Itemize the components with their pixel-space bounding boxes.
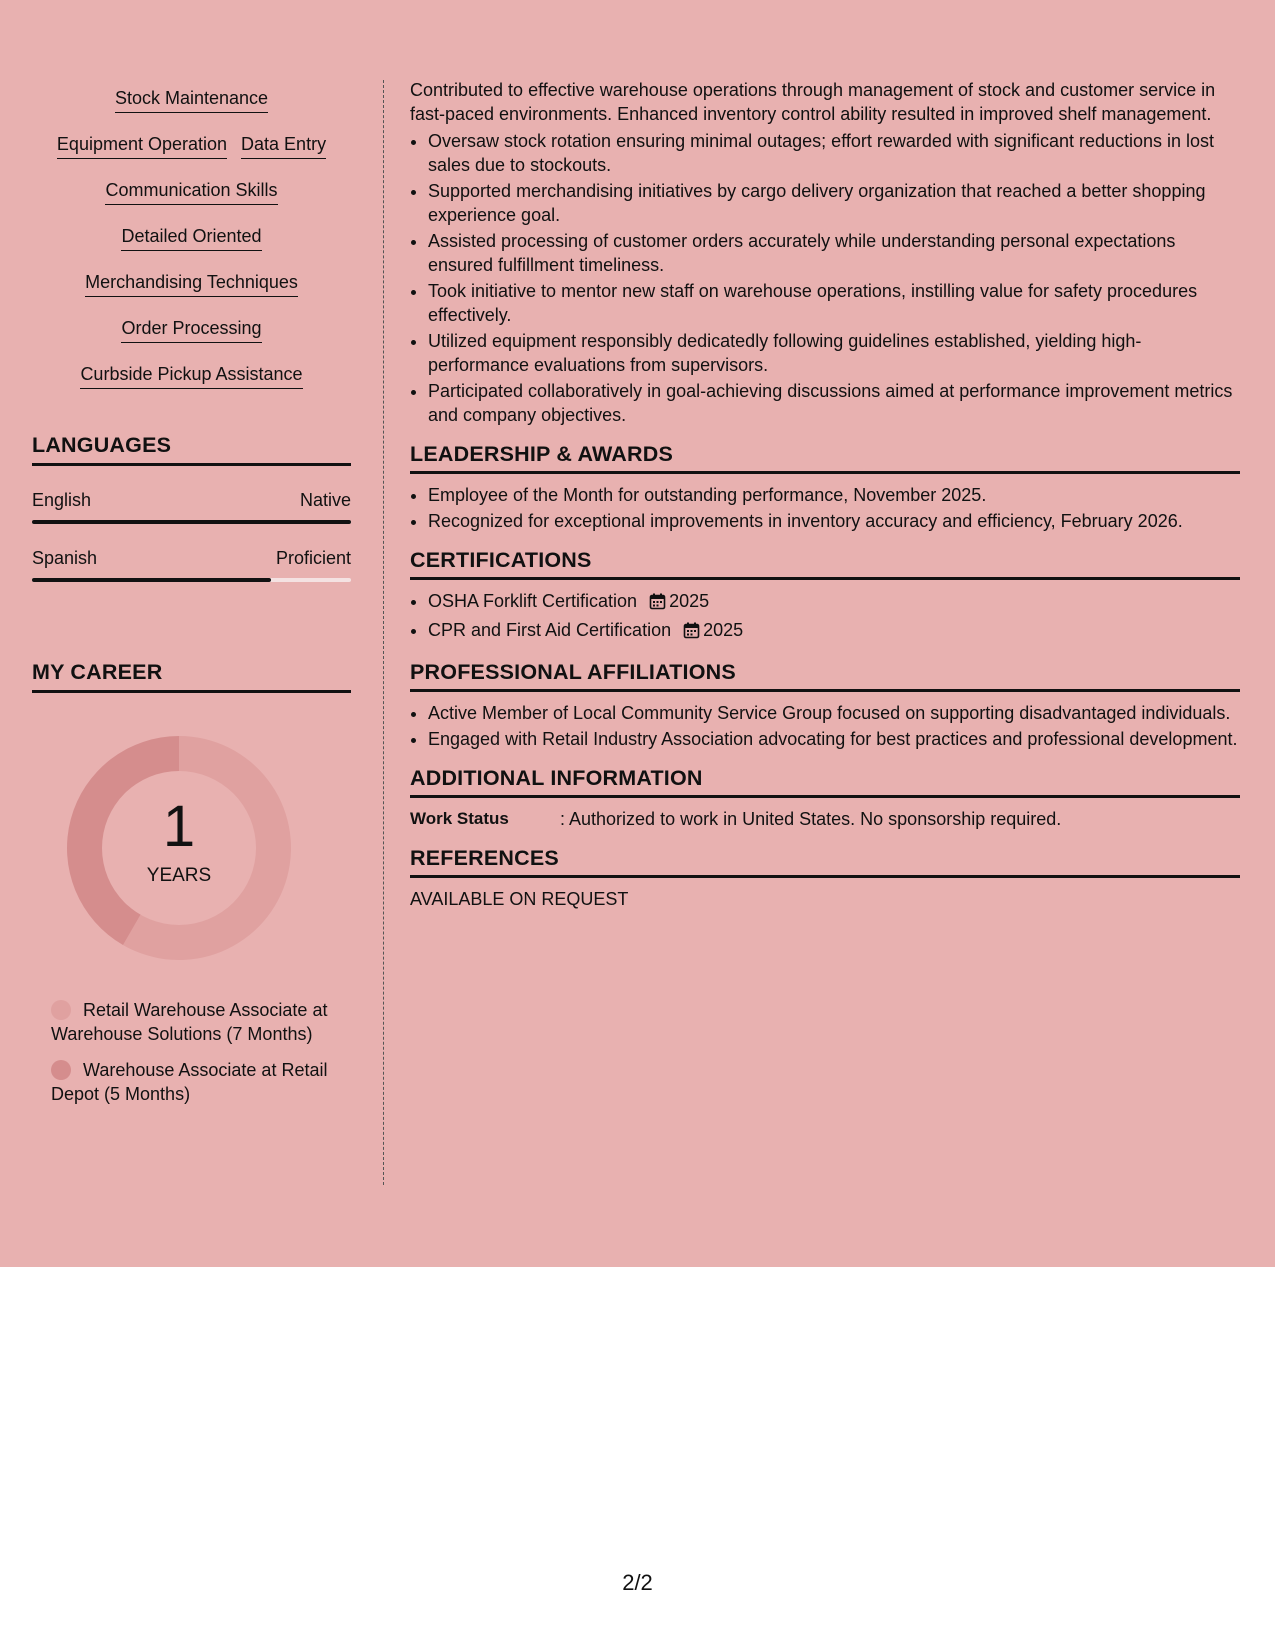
language-name: English <box>32 490 92 510</box>
affiliation-item: • Engaged with Retail Industry Association advocating for best practices and professional development. <box>428 727 1240 751</box>
column-divider <box>383 80 384 1185</box>
right-column <box>410 78 1240 911</box>
work-status <box>410 807 1240 831</box>
certification-year: 2025 <box>703 620 744 640</box>
career-item <box>51 998 341 1046</box>
language-bar <box>32 520 351 524</box>
experience-bullet: • Oversaw stock rotation ensuring minimal outages; effort rewarded with significant reductions in lost sales due to stockouts. <box>428 129 1240 177</box>
calendar-icon <box>649 592 666 616</box>
experience-bullets <box>410 129 1240 427</box>
career-donut <box>64 733 294 963</box>
language-item <box>32 490 351 524</box>
career-legend <box>32 998 341 1106</box>
affiliations-list <box>410 701 1240 751</box>
career-dot-icon <box>51 1000 71 1020</box>
language-level: Native <box>299 490 351 510</box>
experience-bullet: • Utilized equipment responsibly dedicatedly following guidelines established, yielding high-performance evaluations from supervisors. <box>428 329 1240 377</box>
certification-item <box>428 618 1240 645</box>
language-name: Spanish <box>32 548 98 568</box>
skill-tag: Data Entry <box>241 132 326 159</box>
affiliations-heading: PROFESSIONAL AFFILIATIONS <box>410 660 1240 692</box>
language-row <box>32 490 351 511</box>
language-bar-fill <box>32 520 351 524</box>
experience-bullet: • Assisted processing of customer orders accurately while understanding personal expectations ensured fulfillment timeliness. <box>428 229 1240 277</box>
references-heading: REFERENCES <box>410 846 1240 878</box>
experience-summary: Contributed to effective warehouse operations through management of stock and customer service in fast-paced environments. Enhanced inventory control ability resulted in improved shelf management. <box>410 80 1216 124</box>
career-unit: YEARS <box>146 865 212 886</box>
work-status-label: Work Status <box>410 809 509 828</box>
certification-item <box>428 589 1240 616</box>
language-bar-fill <box>32 578 271 582</box>
certification-name: OSHA Forklift Certification <box>428 591 638 611</box>
leadership-item: • Employee of the Month for outstanding performance, November 2025. <box>428 483 1240 507</box>
languages-heading: LANGUAGES <box>32 433 351 466</box>
skill-row <box>32 224 351 251</box>
work-status-value: : Authorized to work in United States. No sponsorship required. <box>560 809 1062 829</box>
page-number: 2/2 <box>622 1570 653 1595</box>
language-item <box>32 548 351 582</box>
skill-row <box>32 132 351 159</box>
skills-list <box>32 86 351 389</box>
skill-row <box>32 270 351 297</box>
certification-name: CPR and First Aid Certification <box>428 620 672 640</box>
language-row <box>32 548 351 569</box>
skill-row <box>32 178 351 205</box>
career-heading: MY CAREER <box>32 660 351 693</box>
additional-heading: ADDITIONAL INFORMATION <box>410 766 1240 798</box>
certifications-heading: CERTIFICATIONS <box>410 548 1240 580</box>
calendar-icon <box>683 621 700 645</box>
certification-year: 2025 <box>669 591 710 611</box>
career-total: 1 <box>162 794 196 859</box>
language-level: Proficient <box>275 548 351 568</box>
skill-tag: Order Processing <box>121 316 261 343</box>
leadership-heading: LEADERSHIP & AWARDS <box>410 442 1240 474</box>
experience-bullet: • Supported merchandising initiatives by cargo delivery organization that reached a better shopping experience goal. <box>428 179 1240 227</box>
career-dot-icon <box>51 1060 71 1080</box>
languages-list <box>32 490 351 582</box>
skill-row <box>32 86 351 113</box>
references-text: AVAILABLE ON REQUEST <box>410 889 629 909</box>
experience-bullet: • Participated collaboratively in goal-achieving discussions aimed at performance improvement metrics and company objectives. <box>428 379 1240 427</box>
affiliation-item: • Active Member of Local Community Service Group focused on supporting disadvantaged individuals. <box>428 701 1240 725</box>
career-label: Retail Warehouse Associate at Warehouse Solutions (7 Months) <box>51 1000 328 1044</box>
skill-tag: Curbside Pickup Assistance <box>80 362 302 389</box>
left-column <box>32 86 351 1118</box>
skill-tag: Detailed Oriented <box>121 224 261 251</box>
skill-tag: Communication Skills <box>105 178 277 205</box>
certifications-list <box>410 589 1240 645</box>
leadership-item: • Recognized for exceptional improvements in inventory accuracy and efficiency, February 2026. <box>428 509 1240 533</box>
skill-tag: Equipment Operation <box>57 132 227 159</box>
language-bar <box>32 578 351 582</box>
leadership-list <box>410 483 1240 533</box>
career-item <box>51 1058 341 1106</box>
skill-tag: Stock Maintenance <box>115 86 268 113</box>
experience-bullet: • Took initiative to mentor new staff on warehouse operations, instilling value for safety procedures effectively. <box>428 279 1240 327</box>
skill-row <box>32 362 351 389</box>
skill-tag: Merchandising Techniques <box>85 270 298 297</box>
skill-row <box>32 316 351 343</box>
career-label: Warehouse Associate at Retail Depot (5 Months) <box>51 1060 328 1104</box>
